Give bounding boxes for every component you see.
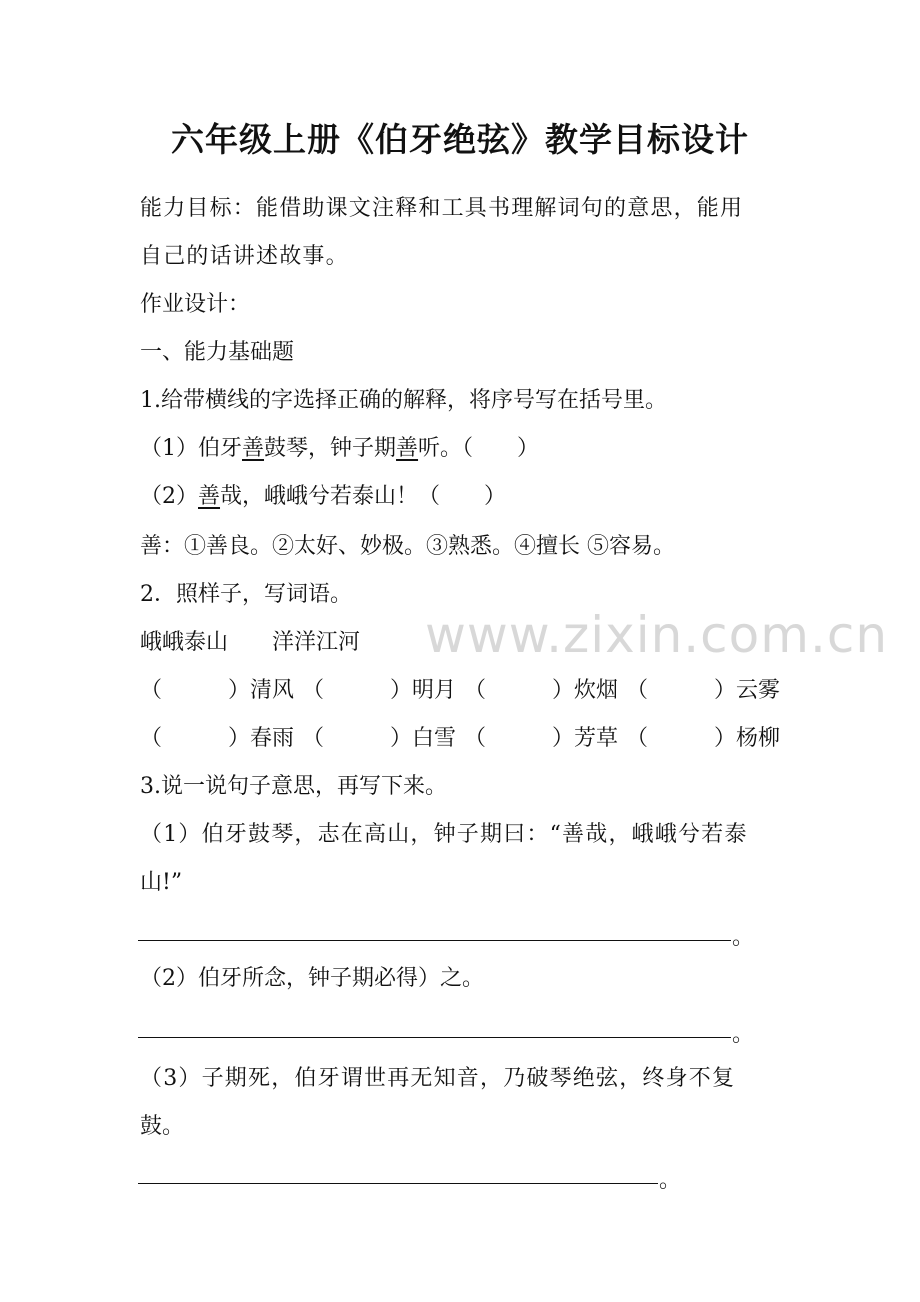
- period: 。: [732, 925, 755, 950]
- word-blank: （ ）炊烟: [463, 678, 618, 703]
- q1-2-answer-blank: 哉，峨峨兮若泰山！（ ）: [220, 484, 507, 509]
- word-blank: （ ）春雨: [140, 726, 295, 751]
- question-3-item-1-line-2: 山!”: [140, 870, 183, 895]
- q1-1-answer-blank: 听。（ ）: [418, 436, 540, 461]
- q1-1-text-b: 鼓琴，钟子期: [264, 436, 397, 461]
- watermark: www.zixin.com.cn: [425, 606, 889, 664]
- q1-1-text-a: （1）伯牙: [140, 436, 242, 461]
- question-2-example: 峨峨泰山 洋洋江河: [140, 630, 361, 655]
- question-1-item-2: [140, 482, 506, 512]
- question-2-row-2: [140, 724, 780, 754]
- answer-line: [138, 940, 731, 941]
- q1-2-text-a: （2）: [140, 484, 198, 509]
- question-1-options: 善：①善良。②太好、妙极。③熟悉。④擅长 ⑤容易。: [140, 534, 675, 559]
- question-3-item-3-line-1: （3）子期死，伯牙谓世再无知音，乃破琴绝弦，终身不复: [140, 1066, 736, 1091]
- underlined-char: 善: [396, 436, 419, 461]
- word-blank: （ ）明月: [301, 678, 456, 703]
- question-1-item-1: [140, 434, 539, 464]
- underlined-char: 善: [242, 436, 265, 461]
- word-blank: （ ）芳草: [463, 726, 618, 751]
- document-title: 六年级上册《伯牙绝弦》教学目标设计: [171, 120, 749, 159]
- word-blank: （ ）清风: [140, 678, 295, 703]
- period: 。: [659, 1168, 682, 1193]
- question-2: 2．照样子，写词语。: [140, 582, 352, 607]
- question-3: 3.说一说句子意思，再写下来。: [140, 774, 447, 799]
- ability-goal-line-1: 能力目标：能借助课文注释和工具书理解词句的意思，能用: [140, 196, 744, 221]
- word-blank: （ ）云雾: [625, 678, 780, 703]
- homework-heading: 作业设计：: [140, 292, 251, 317]
- period: 。: [732, 1022, 755, 1047]
- question-3-item-3-line-2: 鼓。: [140, 1114, 185, 1139]
- answer-line: [138, 1037, 731, 1038]
- word-blank: （ ）白雪: [301, 726, 456, 751]
- word-blank: （ ）杨柳: [625, 726, 780, 751]
- question-3-item-1-line-1: （1）伯牙鼓琴，志在高山，钟子期曰：“善哉，峨峨兮若泰: [140, 822, 748, 847]
- answer-line: [138, 1183, 658, 1184]
- question-1: 1.给带横线的字选择正确的解释，将序号写在括号里。: [140, 388, 667, 413]
- underlined-char: 善: [198, 484, 221, 509]
- section-heading: 一、能力基础题: [140, 340, 295, 365]
- question-2-row-1: [140, 676, 780, 706]
- question-3-item-2: （2）伯牙所念，钟子期必得）之。: [140, 966, 484, 991]
- ability-goal-line-2: 自己的话讲述故事。: [140, 244, 349, 269]
